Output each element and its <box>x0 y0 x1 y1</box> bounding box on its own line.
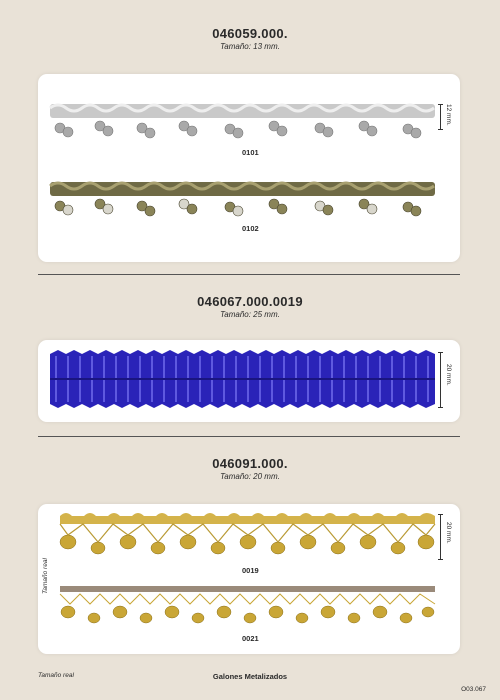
product-size: Tamaño: 20 mm. <box>220 472 280 481</box>
dimension-label: 12 mm. <box>445 104 452 126</box>
silver-trim <box>50 104 435 138</box>
product-size: Tamaño: 13 mm. <box>220 42 280 51</box>
actual-size-label: Tamaño real <box>42 558 49 594</box>
product-code: 046059.000. <box>212 26 288 41</box>
blue-trim <box>50 350 435 408</box>
gold-lace-trim-0021 <box>60 586 435 623</box>
product-code: 046091.000. <box>212 456 288 471</box>
dimension-label: 20 mm. <box>445 522 452 544</box>
reference-label: 0102 <box>242 224 259 233</box>
section-divider <box>38 274 460 275</box>
product-card-3 <box>38 504 460 654</box>
section-2-header <box>0 294 500 319</box>
footer-title: Galones Metalizados <box>212 672 288 681</box>
product-size: Tamaño: 25 mm. <box>220 310 280 319</box>
reference-label: 0021 <box>242 634 259 643</box>
trim-gold-image <box>38 504 460 654</box>
section-1-header <box>0 26 500 51</box>
trim-silver-image <box>38 74 460 262</box>
dimension-label: 20 mm. <box>445 364 452 386</box>
gold-olive-trim <box>50 182 435 216</box>
dimension-line <box>440 514 441 560</box>
dimension-line <box>440 104 441 130</box>
reference-label: 0101 <box>242 148 259 157</box>
section-3-header <box>0 456 500 481</box>
product-code: 046067.000.0019 <box>197 294 303 309</box>
section-divider <box>38 436 460 437</box>
dimension-line <box>440 352 441 408</box>
gold-lace-trim-0019 <box>60 513 435 554</box>
product-card-2 <box>38 340 460 422</box>
footer-actual-size: Tamaño real <box>38 672 74 679</box>
product-card-1 <box>38 74 460 262</box>
page-code: O03.067 <box>461 686 486 693</box>
reference-label: 0019 <box>242 566 259 575</box>
trim-blue-image <box>38 340 460 422</box>
